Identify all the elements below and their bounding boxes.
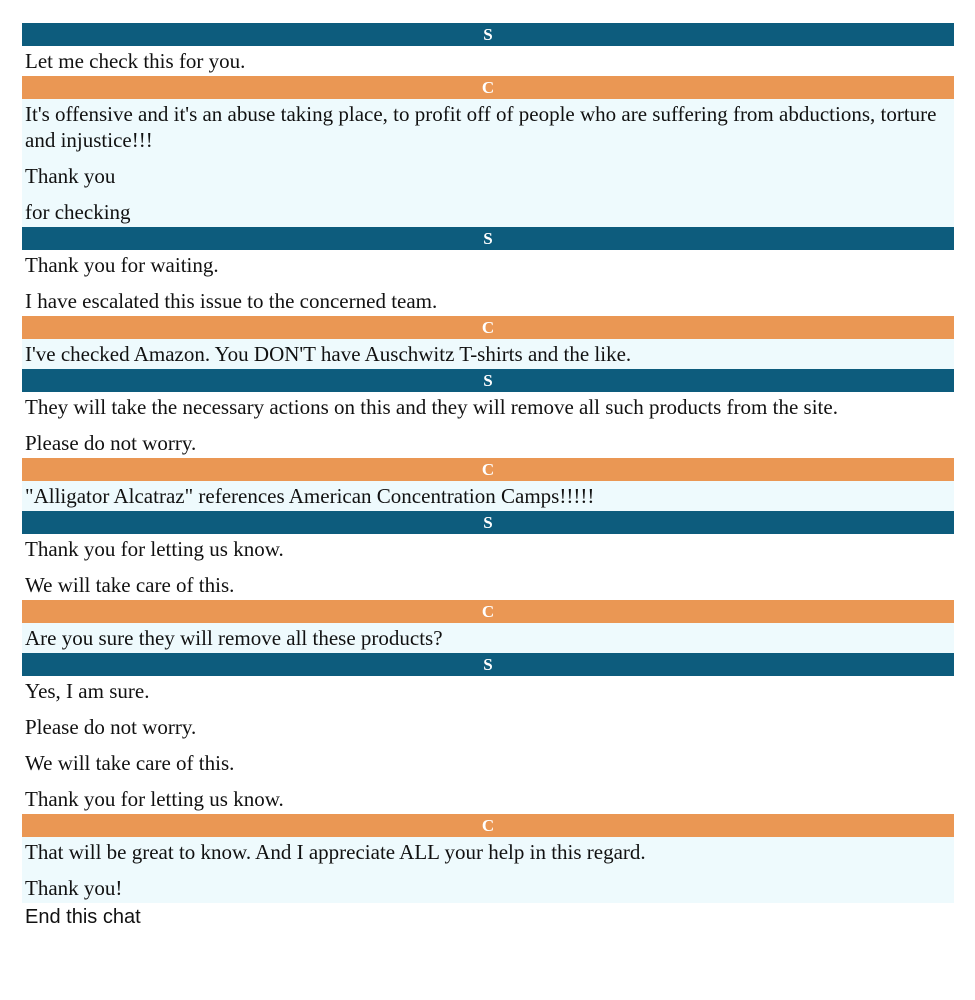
agent-message — [22, 23, 954, 76]
message-line: It's offensive and it's an abuse taking place, to profit off of people who are suffering from abductions, torture and injustice!!! — [25, 102, 937, 152]
agent-sender-bar: S — [22, 227, 954, 250]
message-body — [22, 46, 954, 76]
agent-message — [22, 227, 954, 316]
message-line: Thank you for letting us know. — [25, 787, 284, 811]
message-line: I've checked Amazon. You DON'T have Auschwitz T-shirts and the like. — [25, 342, 632, 366]
message-body — [22, 392, 954, 458]
message-body — [22, 837, 954, 903]
message-line: Are you sure they will remove all these products? — [25, 626, 443, 650]
message-line: Thank you for waiting. — [25, 253, 219, 277]
message-line: We will take care of this. — [25, 751, 235, 775]
message-line: Let me check this for you. — [25, 49, 246, 73]
agent-message — [22, 511, 954, 600]
message-body — [22, 339, 954, 369]
message-line: That will be great to know. And I appreciate ALL your help in this regard. — [25, 840, 646, 864]
customer-message — [22, 814, 954, 903]
end-chat-link[interactable]: End this chat — [25, 906, 141, 928]
message-line: Thank you — [25, 164, 116, 188]
message-line: "Alligator Alcatraz" references American Concentration Camps!!!!! — [25, 484, 595, 508]
message-line: Please do not worry. — [25, 715, 197, 739]
message-line: I have escalated this issue to the concerned team. — [25, 289, 438, 313]
message-body — [22, 99, 954, 227]
message-body — [22, 481, 954, 511]
customer-sender-bar: C — [22, 76, 954, 99]
message-line: Please do not worry. — [25, 431, 197, 455]
message-body — [22, 676, 954, 814]
customer-sender-bar: C — [22, 316, 954, 339]
message-line: They will take the necessary actions on this and they will remove all such products from the site. — [25, 395, 838, 419]
agent-sender-bar: S — [22, 653, 954, 676]
customer-message — [22, 600, 954, 653]
message-body — [22, 250, 954, 316]
customer-sender-bar: C — [22, 458, 954, 481]
customer-message — [22, 458, 954, 511]
message-line: Thank you! — [25, 876, 123, 900]
customer-sender-bar: C — [22, 600, 954, 623]
agent-message — [22, 653, 954, 814]
agent-message — [22, 369, 954, 458]
agent-sender-bar: S — [22, 369, 954, 392]
agent-sender-bar: S — [22, 23, 954, 46]
customer-message — [22, 76, 954, 227]
message-line: We will take care of this. — [25, 573, 235, 597]
chat-transcript — [22, 23, 954, 930]
message-body — [22, 623, 954, 653]
message-list — [22, 23, 954, 903]
message-line: Yes, I am sure. — [25, 679, 150, 703]
message-line: for checking — [25, 200, 131, 224]
message-body — [22, 534, 954, 600]
customer-message — [22, 316, 954, 369]
agent-sender-bar: S — [22, 511, 954, 534]
message-line: Thank you for letting us know. — [25, 537, 284, 561]
customer-sender-bar: C — [22, 814, 954, 837]
